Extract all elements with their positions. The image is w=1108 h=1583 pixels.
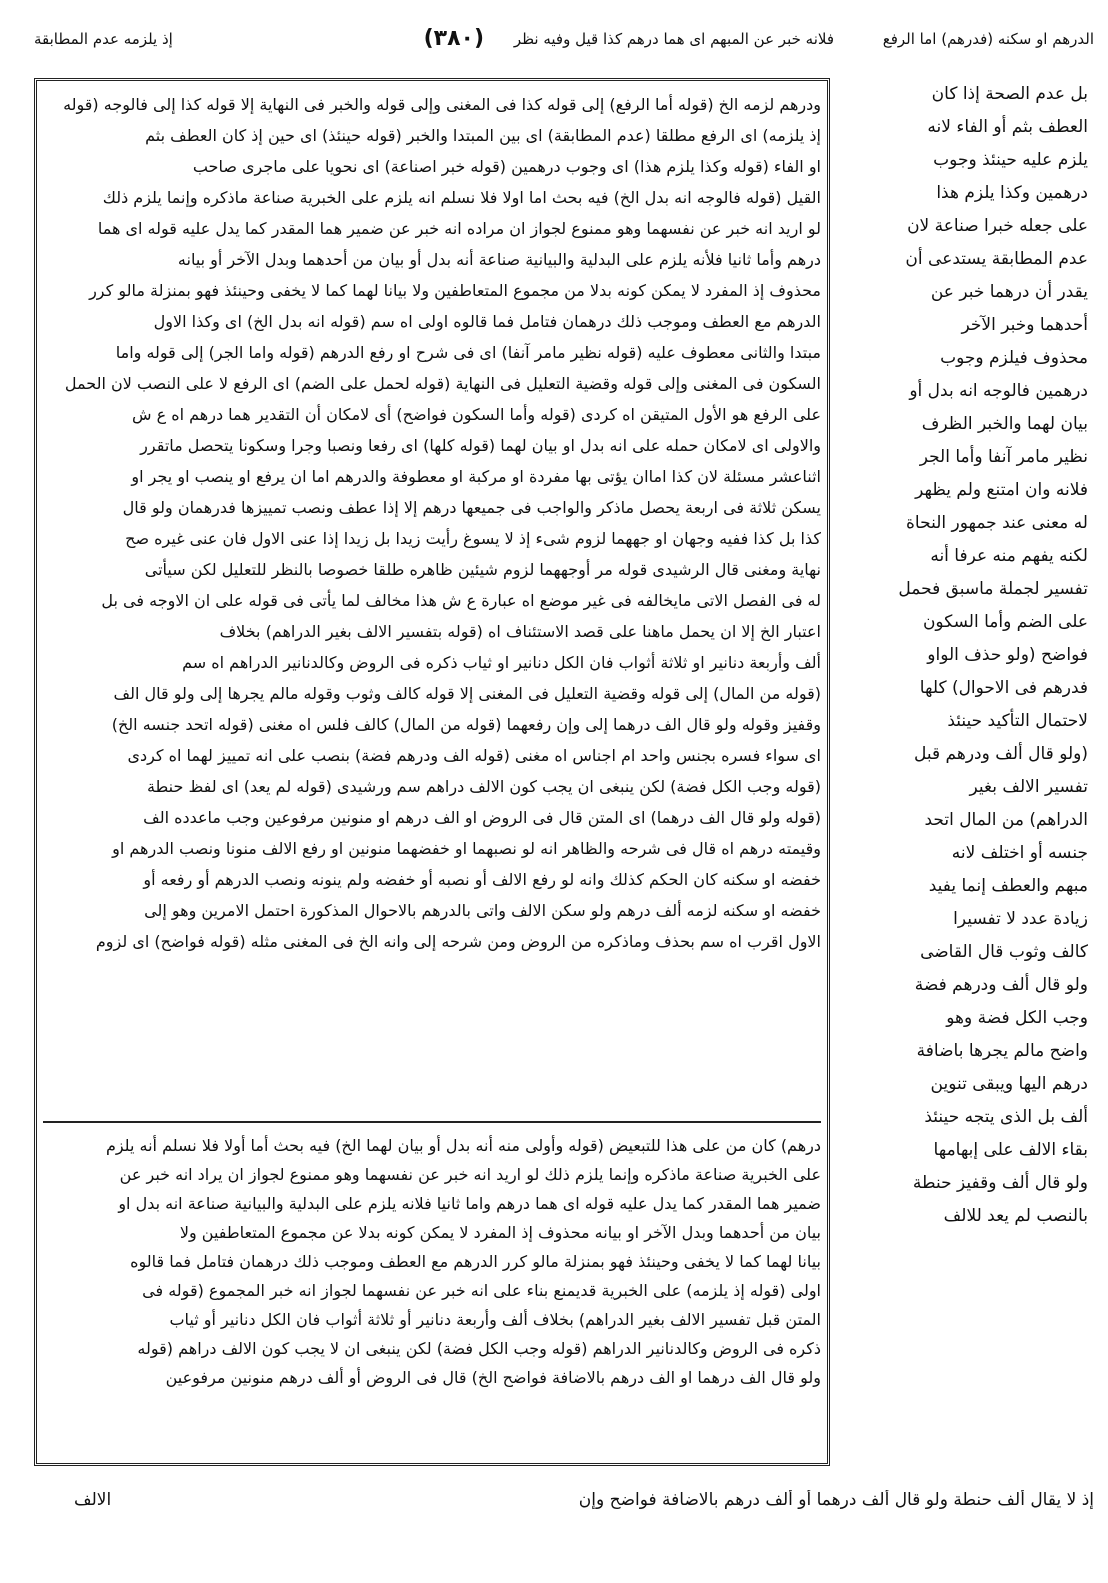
matn-line: ولو قال ألف وقفيز حنطة	[912, 1173, 1088, 1193]
gloss-line: درهم) كان من على هذا للتبعيض (قوله وأولى منه أنه بدل أو بيان لهما الخ) فيه بحث أما أولا فلا نسلم أنه يلزم	[105, 1136, 821, 1155]
footer-text: إذ لا يقال ألف حنطة ولو قال ألف درهما أو ألف درهم بالاضافة فواضح وإن	[578, 1490, 1094, 1510]
matn-line: يلزم عليه حينئذ وجوب	[933, 150, 1088, 170]
commentary-line: لو اريد انه خبر عن نفسهما وهو ممنوع لجواز ان مراده انه خبر عن ضمير هما المقدر كما يدل عليه قوله اى هما	[97, 219, 821, 238]
matn-line: (ولو قال ألف ودرهم قبل	[914, 744, 1088, 764]
commentary-line: كذا بل كذا ففيه وجهان او جههما لزوم شىء إذ لا يسوغ رأيت زيدا بل زيدا إذا عنى الاول فان عنى غيره صح	[125, 529, 821, 548]
commentary-line: ألف وأربعة دنانير او ثلاثة أثواب فان الكل دنانير او ثياب ذكره فى الروض وكالدنانير الدراهم اه سم	[182, 653, 821, 672]
commentary-line: الدرهم مع العطف وموجب ذلك درهمان فتامل فما قالوه اولى اه سم (قوله انه بدل الخ) اى وكذا الاول	[153, 312, 821, 331]
matn-line: بل عدم الصحة إذا كان	[931, 84, 1088, 104]
matn-line: ولو قال ألف ودرهم فضة	[914, 975, 1088, 995]
gloss-line: ذكره فى الروض وكالدنانير الدراهم (قوله وجب الكل فضة) لكن ينبغى ان لا يجب كون الالف دراهم (قوله	[137, 1339, 821, 1358]
gloss-line: على الخبرية صناعة ماذكره وإنما يلزم ذلك لو اريد انه خبر عن نفسهما وهو ممنوع لجواز ان يراد انه خبر عن	[119, 1165, 821, 1184]
commentary-line: يسكن ثلاثة فى اربعة يحصل ماذكر والواجب فى جميعها درهم إلا إذا عطف ونصب تمييزها فدرهمان ولو قال	[122, 498, 821, 517]
commentary-line: على الرفع هو الأول المتيقن اه كردى (قوله وأما السكون فواضح) أى لامكان أن التقدير هما درهم اه ع ش	[131, 405, 821, 424]
commentary-line: اعتبار الخ إلا ان يحمل ماهنا على قصد الاستئناف اه (قوله بتفسير الالف بغير الدراهم) بخلاف	[219, 622, 821, 641]
lower-commentary	[43, 1131, 821, 1461]
commentary-line: ودرهم لزمه الخ (قوله أما الرفع) إلى قوله كذا فى المغنى وإلى قوله والخبر فى النهاية إلا قوله كذا إلى فالوجه (قوله	[63, 95, 821, 114]
commentary-line: درهم وأما ثانيا فلأنه يلزم على البدلية والبيانية صناعة أنه بدل أو بيان من أحدهما وبدل الآخر أو بيانه	[177, 250, 821, 269]
margin-matn-column	[838, 78, 1088, 1466]
page-footer	[34, 1486, 1094, 1526]
matn-line: الدراهم) من المال اتحد	[924, 810, 1088, 830]
header-middle-text: فلانه خبر عن المبهم اى هما درهم كذا قيل وفيه نظر	[513, 30, 834, 48]
matn-line: درهمين فالوجه انه بدل أو	[909, 381, 1088, 401]
upper-commentary	[43, 89, 821, 1111]
matn-line: فدرهم فى الاحوال) كلها	[919, 678, 1088, 698]
matn-line: تفسير لجملة ماسبق فحمل	[898, 579, 1088, 599]
matn-line: تفسير الالف بغير	[969, 777, 1088, 797]
commentary-line: والاولى اى لامكان حمله على انه بدل او بيان لهما (قوله كلها) اى رفعا ونصبا وجرا وسكونا يتحصل ماتقرر	[140, 436, 821, 455]
matn-line: لاحتمال التأكيد حينئذ	[947, 711, 1088, 731]
commentary-line: خفضه او سكنه كان الحكم كذلك وانه لو رفع الالف أو نصبه أو خفضه ولم ينونه ونصب الدرهم أو رفعه أو	[143, 870, 821, 889]
commentary-line: نهاية ومغنى قال الرشيدى قوله مر أوجههما لزوم شيئين ظاهره طلقا خصوصا بالنظر للتعليل لكن سيأتى	[144, 560, 821, 579]
matn-line: وجب الكل فضة وهو	[946, 1008, 1088, 1028]
commentary-line: محذوف إذ المفرد لا يمكن كونه بدلا من مجموع المتعاطفين ولا بيانا لهما كما لا يخفى وحينئذ فهو بمنزلة مالو كرر	[89, 281, 821, 300]
commentary-line: السكون فى المغنى وإلى قوله وقضية التعليل فى النهاية (قوله لحمل على الضم) اى الرفع لا على النصب لان الحمل	[64, 374, 821, 393]
commentary-line: وقفيز وقوله ولو قال الف درهما إلى وإن رفعهما (قوله من المال) كالف فلس اه مغنى (قوله اتحد جنسه الخ)	[111, 715, 821, 734]
header-left-text: إذ يلزمه عدم المطابقة	[34, 30, 173, 48]
commentary-line: وقيمته درهم اه قال فى شرحه والظاهر انه لو نصبهما او خفضهما منونين او رفع الالف منونا ونصب الدرهم او	[112, 839, 821, 858]
matn-line: جنسه أو اختلف لانه	[951, 843, 1088, 863]
matn-line: نظير مامر آنفا وأما الجر	[919, 447, 1088, 467]
matn-line: لكنه يفهم منه عرفا أنه	[930, 546, 1088, 566]
commentary-line: اثناعشر مسئلة لان كذا اماان يؤتى بها مفردة او مركبة او معطوفة والدرهم اما ان يرفع او ينصب او يجر او	[131, 467, 821, 486]
gloss-line: بيان من أحدهما وبدل الآخر او بيانه محذوف إذ المفرد لا يمكن كونه بدلا عن مجموع المتعاطفين ولا	[179, 1223, 821, 1242]
matn-line: محذوف فيلزم وجوب	[940, 348, 1088, 368]
matn-line: بيان لهما والخبر الظرف	[921, 414, 1088, 434]
commentary-line: إذ يلزمه) اى الرفع مطلقا (عدم المطابقة) اى بين المبتدا والخبر (قوله حينئذ) اى حين إذ كان العطف بثم	[145, 126, 821, 145]
page-header	[34, 24, 1094, 68]
commentary-line: او الفاء (قوله وكذا يلزم هذا) اى وجوب درهمين (قوله خبر اصناعة) اى نحويا على ماجرى صاحب	[192, 157, 821, 176]
matn-line: درهمين وكذا يلزم هذا	[936, 183, 1088, 203]
matn-line: عدم المطابقة يستدعى أن	[905, 249, 1088, 269]
commentary-line: اى سواء فسره بجنس واحد ام اجناس اه مغنى (قوله الف ودرهم فضة) بنصب على انه تمييز لهما اه كردى	[127, 746, 821, 765]
matn-line: بقاء الالف على إبهامها	[933, 1140, 1088, 1160]
commentary-line: (قوله وجب الكل فضة) لكن ينبغى ان يجب كون الالف دراهم سم ورشيدى (قوله لم يعد) اى لفظ حنطة	[146, 777, 821, 796]
page-number: (٣٨٠)	[423, 26, 484, 51]
section-divider	[43, 1121, 821, 1123]
matn-line: على الضم وأما السكون	[922, 612, 1088, 632]
catchword: الالف	[74, 1490, 112, 1510]
matn-line: أحدهما وخبر الآخر	[961, 315, 1088, 335]
commentary-line: القيل (قوله فالوجه انه بدل الخ) فيه بحث اما اولا فلا نسلم انه يلزم على الخبرية صناعة ماذكره وإنما يلزم ذلك	[102, 188, 821, 207]
matn-line: مبهم والعطف إنما يفيد	[928, 876, 1088, 896]
matn-line: كالف وثوب قال القاضى	[920, 942, 1088, 962]
gloss-line: المتن قبل تفسير الالف بغير الدراهم) بخلاف ألف وأربعة دنانير أو ثلاثة أثواب فان الكل دنانير أو ثياب	[169, 1310, 821, 1329]
matn-line: العطف بثم أو الفاء لانه	[927, 117, 1088, 137]
commentary-line: (قوله من المال) إلى قوله وقضية التعليل فى المغنى إلا قوله كالف وثوب وقوله مالم يجرها إلى ولو قال الف	[113, 684, 821, 703]
commentary-line: خفضه او سكنه لزمه ألف درهم ولو سكن الالف واتى بالدرهم بالاحوال المذكورة احتمل الامرين وهو إلى	[144, 901, 821, 920]
matn-line: له معنى عند جمهور النحاة	[906, 513, 1088, 533]
main-commentary-frame	[34, 78, 830, 1466]
matn-line: يقدر أن درهما خبر عن	[930, 282, 1088, 302]
gloss-line: اولى (قوله إذ يلزمه) على الخبرية قديمنع بناء على انه خبر عن نفسهما لجواز انه خبر المجموع (قوله فى	[142, 1281, 821, 1300]
gloss-line: بيانا لهما كما لا يخفى وحينئذ فهو بمنزلة مالو كرر الدرهم مع العطف وموجب ذلك درهمان فتامل فما قالوه	[130, 1252, 821, 1271]
header-right-text: الدرهم او سكنه (فدرهم) اما الرفع	[882, 30, 1094, 48]
matn-line: درهم اليها ويبقى تنوين	[930, 1074, 1088, 1094]
gloss-line: ولو قال الف درهما او الف درهم بالاضافة فواضح الخ) قال فى الروض أو ألف درهم منونين مرفوعين	[165, 1368, 821, 1387]
commentary-line: (قوله ولو قال الف درهما) اى المتن قال فى الروض او الف درهم او منونين مرفوعين وجب ماعدده الف	[143, 808, 821, 827]
commentary-line: مبتدا والثانى معطوف عليه (قوله نظير مامر آنفا) اى فى شرح او رفع الدرهم (قوله واما الجر) إلى قوله واما	[115, 343, 821, 362]
matn-line: بالنصب لم يعد للالف	[943, 1206, 1088, 1226]
commentary-line: الاول اقرب اه سم بحذف وماذكره من الروض ومن شرحه إلى وانه الخ فى المغنى مثله (قوله فواضح) اى لزوم	[95, 932, 821, 951]
matn-line: واضح مالم يجرها باضافة	[916, 1041, 1088, 1061]
gloss-line: ضمير هما المقدر كما يدل عليه قوله اى هما درهم واما ثانيا فلانه يلزم على البدلية والبيانية صناعة انه بدل او	[118, 1194, 821, 1213]
matn-line: زيادة عدد لا تفسيرا	[953, 909, 1088, 929]
matn-line: فواضح (ولو حذف الواو	[927, 645, 1088, 665]
commentary-line: له فى الفصل الاتى مايخالفه فى غير موضع اه عبارة ع ش هذا مخالف لما يأتى فى قوله على ان الاوجه فى بل	[101, 591, 821, 610]
matn-line: على جعله خبرا صناعة لان	[907, 216, 1088, 236]
matn-line: ألف بل الذى يتجه حينئذ	[924, 1107, 1088, 1127]
matn-line: فلانه وان امتنع ولم يظهر	[915, 480, 1088, 500]
